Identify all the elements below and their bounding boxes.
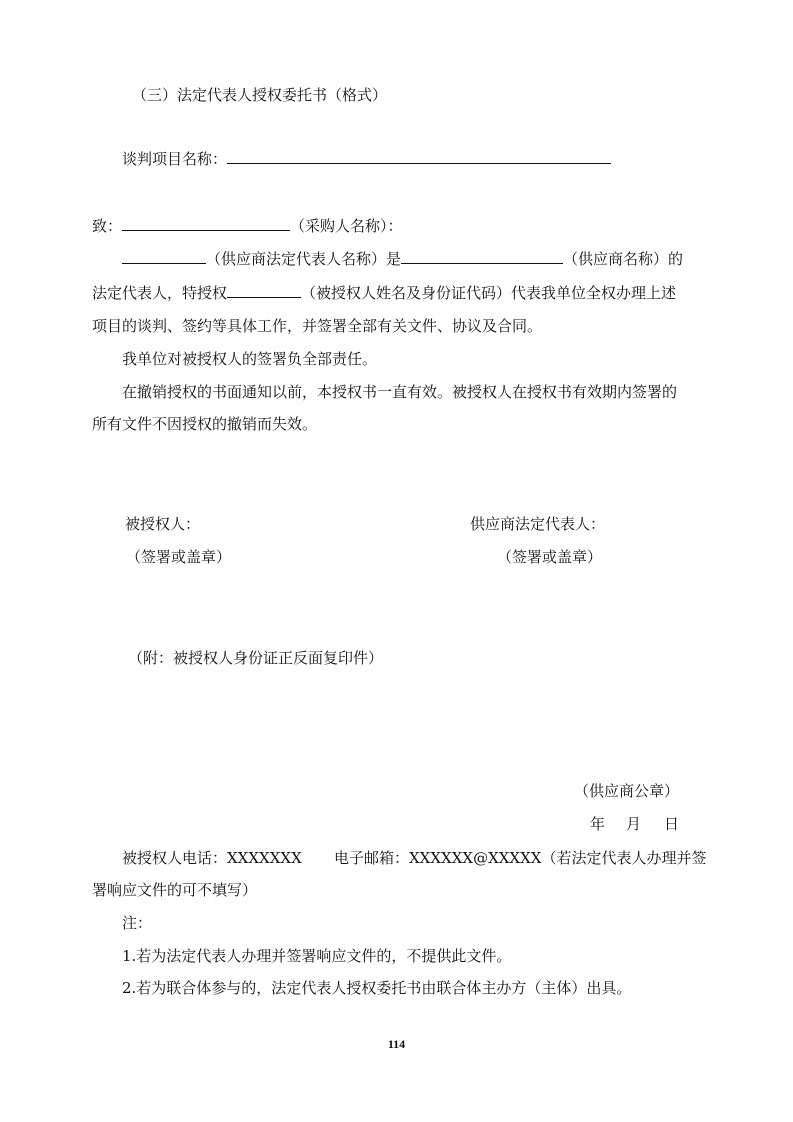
contact-phone: 被授权人电话：XXXXXXX xyxy=(122,849,302,867)
contact-email: 电子邮箱：XXXXXX@XXXXX（若法定代表人办理并签 xyxy=(334,849,707,867)
addressee-line xyxy=(92,216,403,236)
paragraph-1-line-3: 项目的谈判、签约等具体工作，并签署全部有关文件、协议及合同。 xyxy=(92,317,543,335)
project-name-line xyxy=(122,149,611,169)
p1-text-b: （供应商名称）的 xyxy=(563,250,684,268)
date-month: 月 xyxy=(626,815,642,833)
date-year: 年 xyxy=(590,815,606,833)
to-suffix: （采购人名称）： xyxy=(290,217,403,235)
contact-line-2: 署响应文件的可不填写） xyxy=(92,881,258,899)
attachment-note: （附：被授权人身份证正反面复印件） xyxy=(128,649,384,667)
paragraph-3-line-1: 在撤销授权的书面通知以前，本授权书一直有效。被授权人在授权书有效期内签署的 xyxy=(122,383,678,401)
to-label: 致： xyxy=(92,217,123,235)
p1-line2-text-a: 法定代表人，特授权 xyxy=(92,284,228,302)
purchaser-name-field[interactable] xyxy=(122,216,290,231)
paragraph-1-line-1 xyxy=(122,249,683,269)
legal-rep-label: 供应商法定代表人： xyxy=(470,515,606,533)
authorized-label: 被授权人： xyxy=(125,515,201,533)
paragraph-1-line-2 xyxy=(92,283,676,303)
project-name-field[interactable] xyxy=(227,149,611,164)
p1-line2-text-b: （被授权人姓名及身份证代码）代表我单位全权办理上述 xyxy=(301,284,677,302)
project-name-label: 谈判项目名称： xyxy=(122,150,228,168)
page-number: 114 xyxy=(387,1037,406,1051)
note-label: 注： xyxy=(122,914,153,932)
legal-rep-name-field[interactable] xyxy=(122,249,206,264)
paragraph-2: 我单位对被授权人的签署负全部责任。 xyxy=(122,350,378,368)
date-day: 日 xyxy=(664,815,680,833)
paragraph-3-line-2: 所有文件不因授权的撤销而失效。 xyxy=(92,415,318,433)
note-item-1: 1.若为法定代表人办理并签署响应文件的，不提供此文件。 xyxy=(122,947,512,965)
legal-rep-sign: （签署或盖章） xyxy=(497,548,603,566)
supplier-seal: （供应商公章） xyxy=(574,782,680,800)
section-heading: （三）法定代表人授权委托书（格式） xyxy=(132,86,388,104)
authorized-sign: （签署或盖章） xyxy=(126,548,232,566)
supplier-name-field[interactable] xyxy=(401,249,563,264)
note-item-2: 2.若为联合体参与的，法定代表人授权委托书由联合体主办方（主体）出具。 xyxy=(122,979,632,997)
p1-text-a: （供应商法定代表人名称）是 xyxy=(206,250,402,268)
authorized-person-field[interactable] xyxy=(227,283,301,298)
